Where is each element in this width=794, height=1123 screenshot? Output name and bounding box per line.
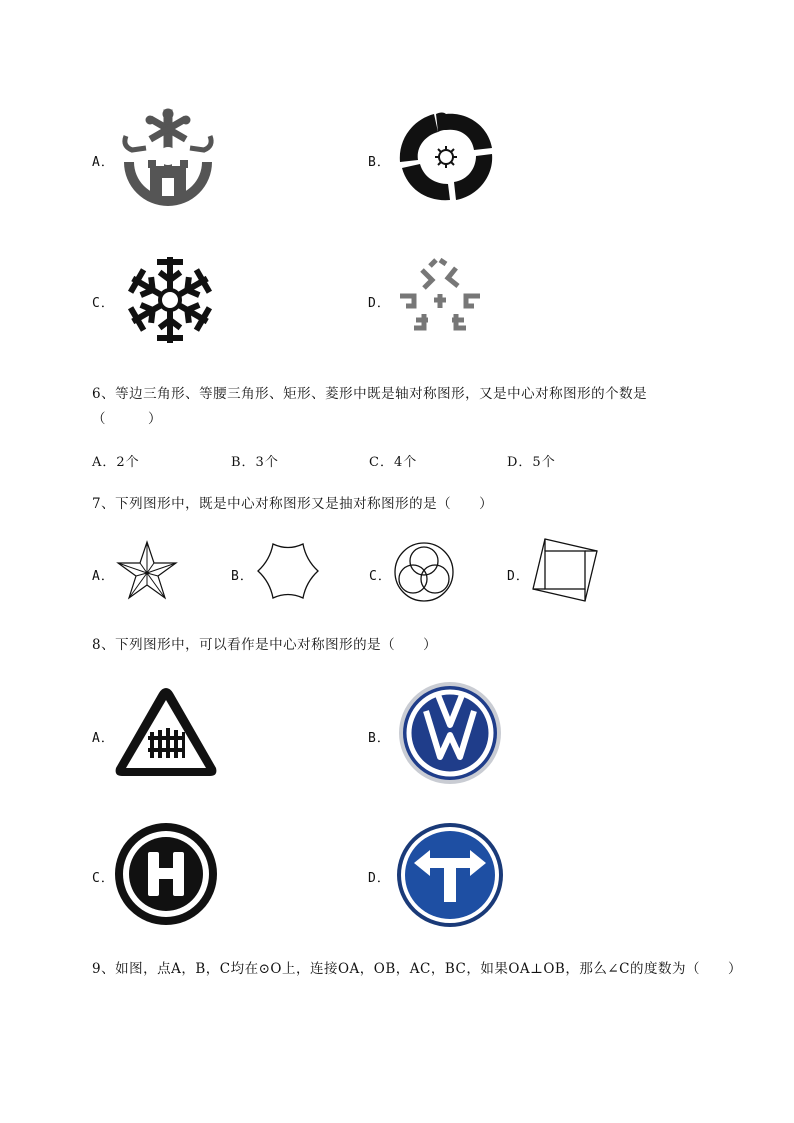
snowflake-castle-logo-icon bbox=[120, 106, 216, 212]
q8-option-d-label: D． bbox=[368, 871, 391, 886]
hexagon-concave-sides-icon bbox=[256, 542, 320, 600]
q9-stem: 9、如图，点A，B，C均在⊙O上，连接OA，OB，AC，BC，如果OA⊥OB，那么∠C的度数为（ ） bbox=[92, 961, 742, 977]
q7-option-a-label: A． bbox=[92, 569, 115, 584]
q8-option-c-label: C． bbox=[92, 871, 115, 886]
scattered-snowflake-pattern-icon bbox=[394, 256, 486, 340]
q8-option-a-label: A． bbox=[92, 731, 115, 746]
q7-option-b-label: B． bbox=[231, 569, 254, 584]
q8-stem: 8、下列图形中，可以看作是中心对称图形的是（ ） bbox=[92, 637, 438, 653]
left-right-turn-sign-icon bbox=[396, 822, 504, 928]
q7-option-c-label: C． bbox=[369, 569, 392, 584]
q5-option-b-label: B． bbox=[368, 155, 391, 170]
q6-option-d: D．5个 bbox=[507, 455, 556, 470]
q5-option-c-label: C． bbox=[92, 296, 115, 311]
q7-stem: 7、下列图形中，既是中心对称图形又是抽对称图形的是（ ） bbox=[92, 496, 494, 512]
q6-option-c: C．4个 bbox=[369, 455, 418, 470]
five-pointed-star-icon bbox=[116, 540, 178, 602]
q8-option-b-label: B． bbox=[368, 731, 391, 746]
railroad-crossing-warning-sign-icon bbox=[112, 684, 220, 780]
q6-answer-blank: （ ） bbox=[92, 411, 162, 427]
helipad-h-sign-icon bbox=[114, 822, 218, 926]
rotated-squares-icon bbox=[531, 537, 601, 603]
q7-option-d-label: D． bbox=[507, 569, 530, 584]
plum-blossom-logo-icon bbox=[396, 110, 496, 202]
q6-stem: 6、等边三角形、等腰三角形、矩形、菱形中既是轴对称图形，又是中心对称图形的个数是 bbox=[92, 386, 648, 402]
q5-option-d-label: D． bbox=[368, 296, 391, 311]
vw-logo-icon bbox=[398, 681, 502, 785]
q6-option-a: A．2个 bbox=[92, 455, 140, 470]
three-circles-in-circle-icon bbox=[393, 541, 455, 603]
q5-option-a-label: A． bbox=[92, 155, 115, 170]
q6-option-b: B．3个 bbox=[231, 455, 279, 470]
snowflake-pattern-icon bbox=[122, 252, 218, 348]
